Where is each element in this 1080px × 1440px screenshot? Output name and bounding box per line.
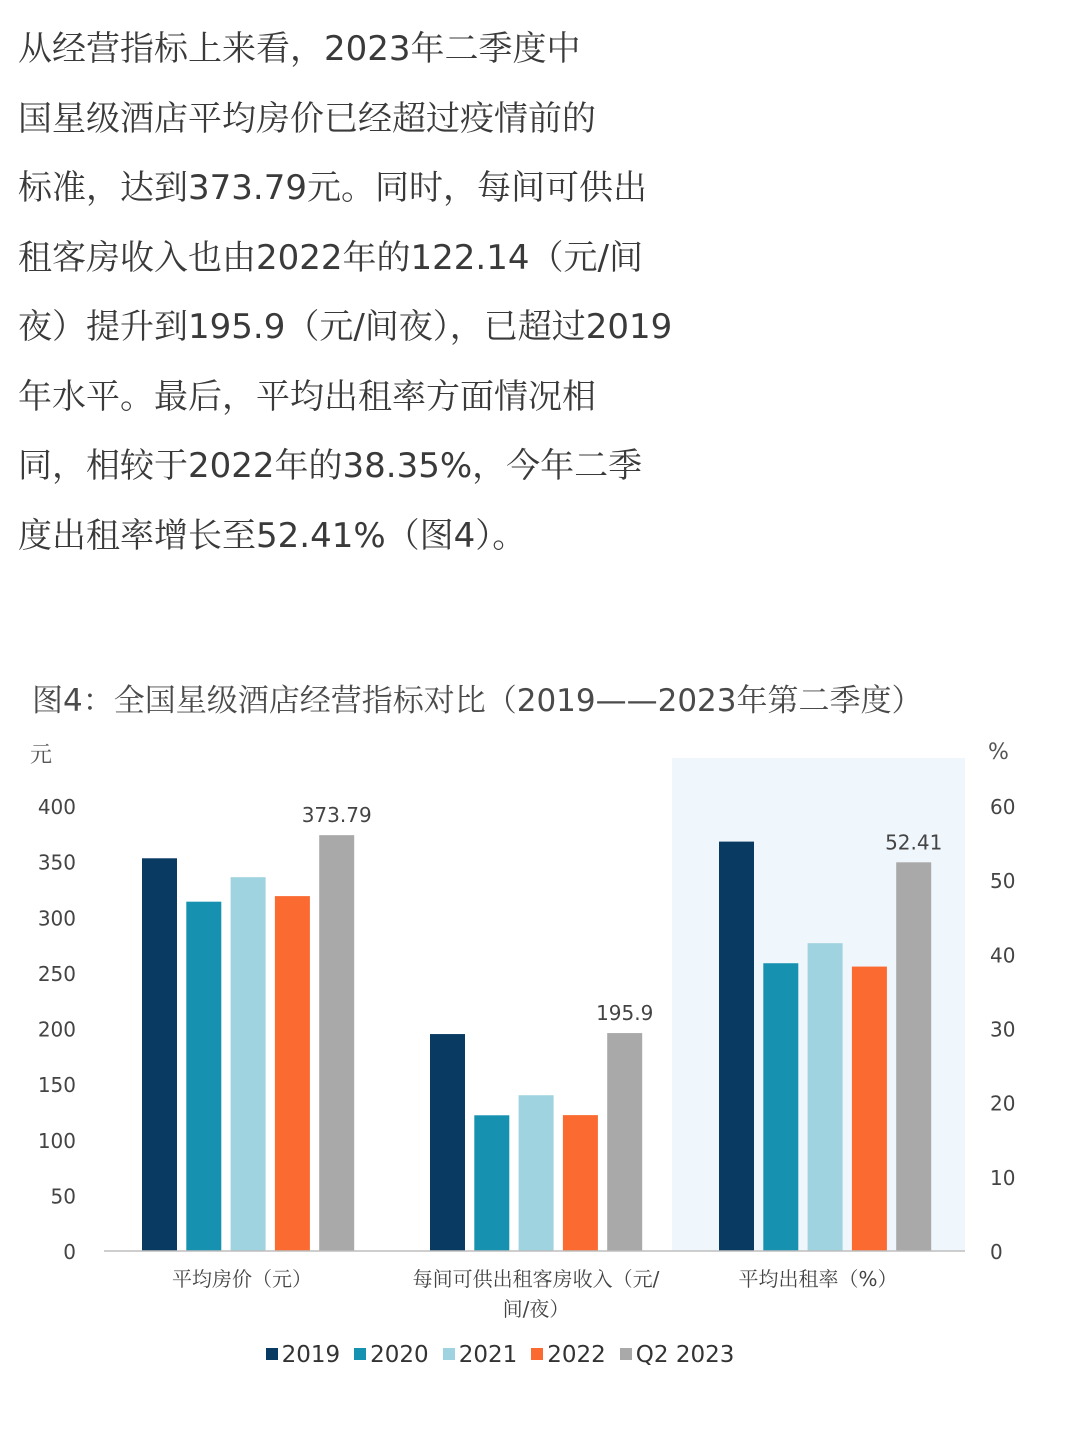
- left-axis-unit: 元: [30, 743, 53, 768]
- data-label: 52.41: [885, 830, 943, 855]
- bar-2022: [852, 967, 887, 1251]
- bar-2021: [519, 1095, 554, 1251]
- right-axis-tick-label: 20: [990, 1091, 1016, 1116]
- bar-2019: [719, 842, 754, 1251]
- bar-q2-2023: [607, 1033, 642, 1251]
- bar-2019: [142, 858, 177, 1251]
- bar-2020: [186, 902, 221, 1251]
- legend-item: [443, 1342, 518, 1368]
- right-axis-tick-label: 10: [990, 1165, 1016, 1190]
- data-label: 373.79: [301, 803, 372, 828]
- bar-2019: [430, 1034, 465, 1251]
- bar-2020: [474, 1115, 509, 1251]
- category-label: 平均出租率（%）: [738, 1267, 898, 1291]
- legend-item: [354, 1342, 429, 1368]
- legend-label: 2020: [370, 1342, 429, 1368]
- article-line: 同，相较于2022年的38.35%，今年二季: [18, 446, 643, 486]
- legend-swatch: [531, 1348, 543, 1360]
- legend-item: [620, 1342, 735, 1368]
- legend-label: 2022: [547, 1342, 606, 1368]
- article-line: 度出租率增长至52.41%（图4）。: [18, 515, 527, 556]
- left-axis-tick-label: 200: [37, 1017, 76, 1042]
- left-axis-tick-label: 50: [50, 1184, 76, 1209]
- article-line: 标准，达到373.79元。同时，每间可供出: [18, 168, 647, 208]
- left-axis-tick-label: 400: [37, 795, 76, 819]
- data-label: 195.9: [596, 1001, 654, 1026]
- chart-legend: [0, 1342, 1000, 1368]
- article-line: 从经营指标上来看，2023年二季度中: [18, 29, 581, 69]
- right-axis-tick-label: 40: [990, 943, 1016, 968]
- bar-q2-2023: [319, 835, 354, 1251]
- bar-2021: [808, 943, 843, 1251]
- bar-chart: [0, 740, 1080, 1340]
- legend-swatch: [620, 1348, 632, 1360]
- bar-2021: [231, 877, 266, 1251]
- legend-swatch: [354, 1348, 366, 1360]
- bar-q2-2023: [896, 862, 931, 1251]
- right-axis-unit: %: [988, 740, 1009, 765]
- left-axis-tick-label: 350: [37, 850, 76, 875]
- legend-label: 2021: [458, 1342, 518, 1368]
- article-paragraph: [18, 18, 673, 574]
- article-line: 年水平。最后，平均出租率方面情况相: [18, 376, 596, 417]
- right-axis-tick-label: 50: [990, 869, 1016, 894]
- left-axis-tick-label: 150: [37, 1073, 76, 1098]
- bar-2022: [275, 896, 310, 1251]
- chart-title: 图4：全国星级酒店经营指标对比（2019——2023年第二季度）: [32, 683, 923, 719]
- right-axis-tick-label: 60: [990, 795, 1016, 819]
- article-line: 国星级酒店平均房价已经超过疫情前的: [18, 98, 596, 139]
- left-axis-tick-label: 300: [37, 906, 76, 931]
- left-axis-tick-label: 100: [37, 1128, 76, 1153]
- legend-swatch: [443, 1348, 455, 1360]
- article-line: 租客房收入也由2022年的122.14（元/间: [18, 237, 643, 278]
- left-axis-tick-label: 250: [37, 961, 76, 986]
- category-label: 每间可供出租客房收入（元/: [412, 1267, 660, 1291]
- left-axis-tick-label: 0: [63, 1240, 76, 1264]
- category-label: 间/夜）: [502, 1297, 570, 1321]
- bar-2020: [763, 963, 798, 1251]
- legend-swatch: [266, 1348, 278, 1360]
- right-axis-tick-label: 0: [990, 1240, 1003, 1264]
- legend-item: [531, 1342, 606, 1368]
- bar-2022: [563, 1115, 598, 1251]
- legend-label: Q2 2023: [635, 1342, 735, 1368]
- category-label: 平均房价（元）: [172, 1267, 312, 1291]
- legend-label: 2019: [281, 1342, 341, 1368]
- legend-item: [266, 1342, 341, 1368]
- right-axis-tick-label: 30: [990, 1017, 1016, 1042]
- article-line: 夜）提升到195.9（元/间夜），已超过2019: [18, 307, 673, 347]
